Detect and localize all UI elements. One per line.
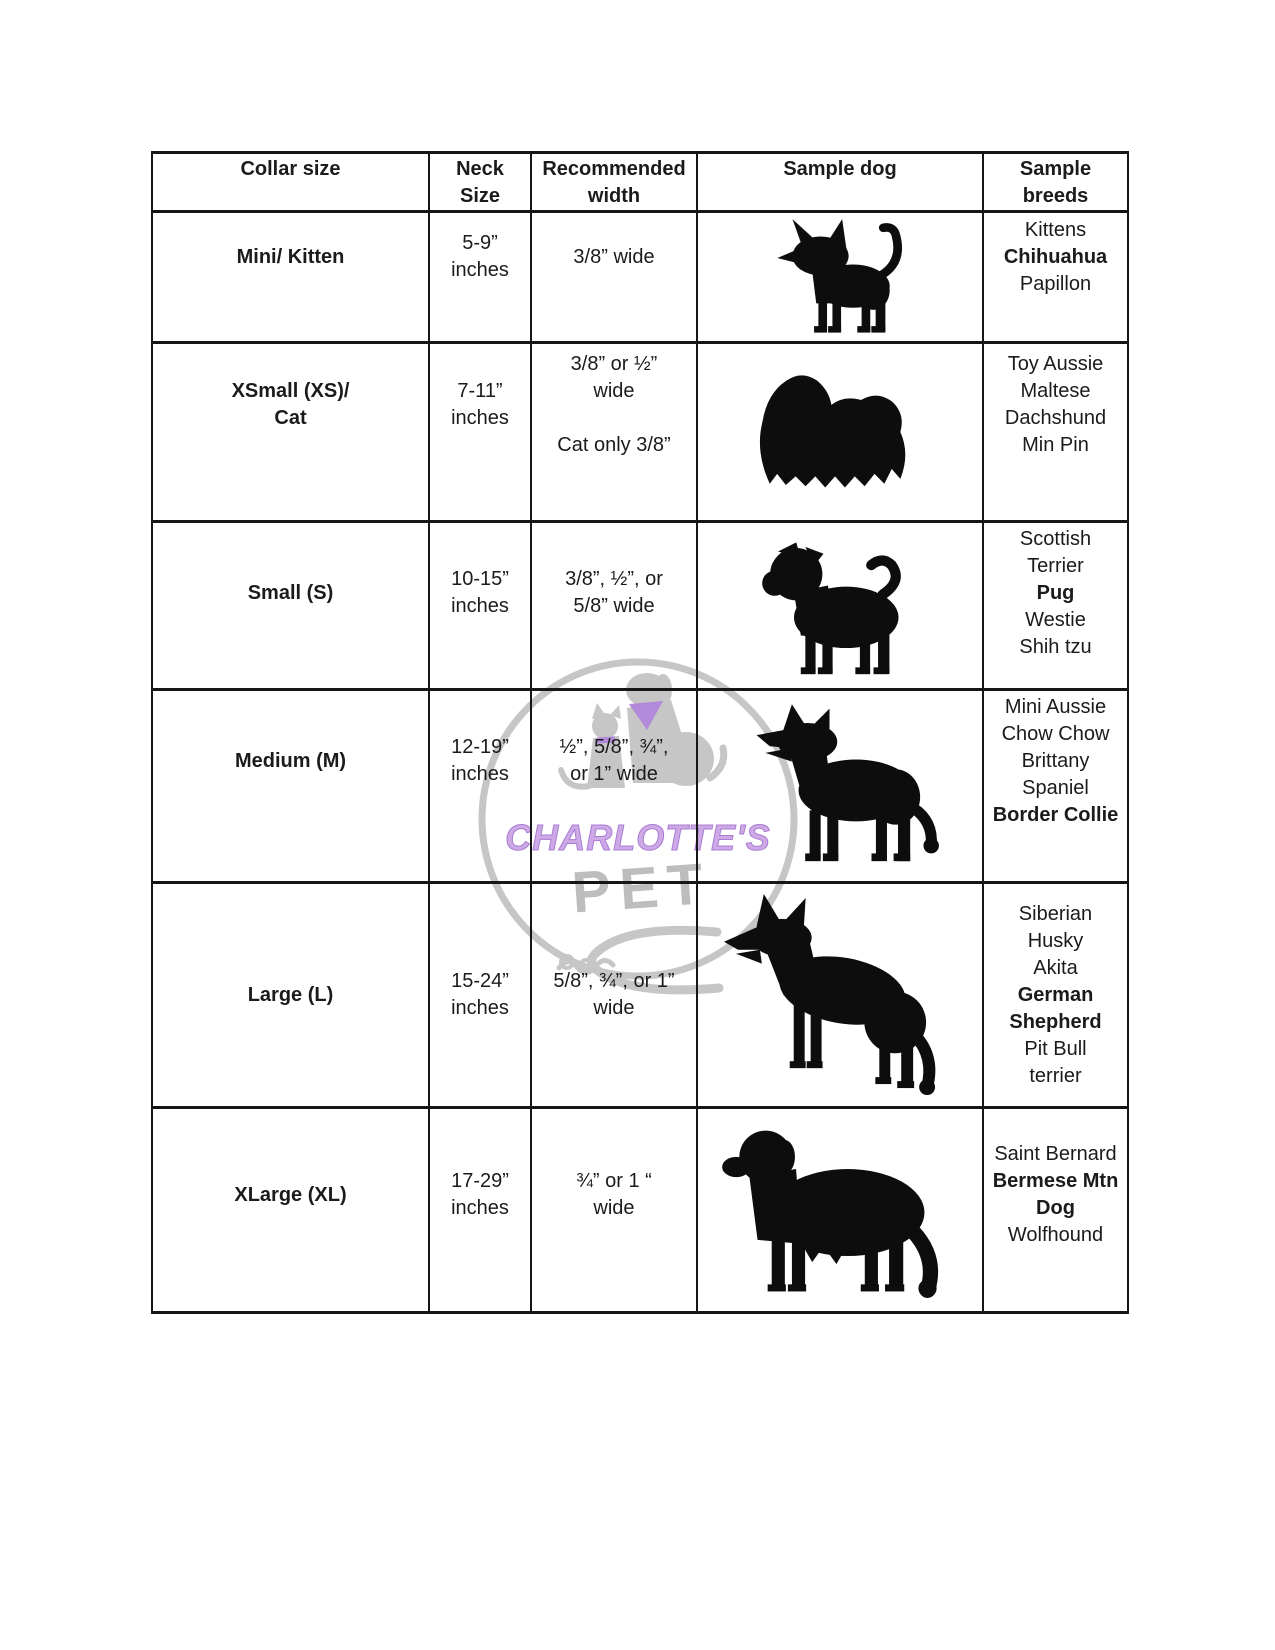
- text-line: Chihuahua: [1003, 245, 1108, 268]
- text-line: Mini/ Kitten: [236, 245, 345, 268]
- text-line: wide: [593, 379, 635, 402]
- text-line: XSmall (XS)/: [231, 379, 350, 402]
- text-line: 3/8”, ½”, or: [565, 568, 663, 590]
- neck-size-cell: [429, 522, 531, 690]
- collar-size-cell: [152, 690, 429, 883]
- collar-size-cell: [152, 883, 429, 1108]
- table-row: [152, 883, 1128, 1108]
- text-line: wide: [593, 997, 635, 1019]
- text-line: Toy Aussie: [1007, 352, 1104, 375]
- text-line: 17-29”: [451, 1170, 509, 1192]
- text-line: 5/8” wide: [573, 595, 655, 617]
- sample-dog-cell: [697, 1108, 983, 1313]
- text-line: Size: [459, 185, 501, 207]
- column-header: [983, 153, 1128, 212]
- text-line: 3/8” wide: [573, 245, 655, 268]
- text-line: Westie: [1025, 608, 1086, 631]
- table-row: [152, 343, 1128, 522]
- text-line: inches: [451, 259, 509, 281]
- german-shepherd-silhouette-icon: [704, 888, 976, 1102]
- collar-size-chart-table: [151, 151, 1129, 1314]
- text-line: Cat: [274, 406, 307, 429]
- text-line: 3/8” or ½”: [570, 352, 658, 375]
- collar-size-cell: [152, 343, 429, 522]
- recommended-width-cell: [531, 522, 697, 690]
- sample-breeds-cell: [983, 690, 1128, 883]
- neck-size-cell: [429, 343, 531, 522]
- table-row: [152, 1108, 1128, 1313]
- text-line: 10-15”: [451, 568, 509, 590]
- text-line: [532, 405, 696, 432]
- text-line: Medium (M): [234, 749, 347, 772]
- text-line: Papillon: [1019, 272, 1092, 295]
- recommended-width-cell: [531, 212, 697, 343]
- text-line: ¾” or 1 “: [576, 1170, 652, 1192]
- text-line: German: [1017, 983, 1094, 1006]
- text-line: Shih tzu: [1019, 635, 1092, 658]
- sample-breeds-cell: [983, 1108, 1128, 1313]
- text-line: Pit Bull: [1024, 1037, 1087, 1060]
- table-row: [152, 212, 1128, 343]
- text-line: Min Pin: [1022, 433, 1089, 456]
- neck-size-cell: [429, 690, 531, 883]
- recommended-width-cell: [531, 343, 697, 522]
- sample-breeds-cell: [983, 343, 1128, 522]
- table-body: [152, 212, 1128, 1313]
- neck-size-cell: [429, 1108, 531, 1313]
- maltese-silhouette-icon: [746, 363, 934, 501]
- text-line: Spaniel: [1022, 776, 1089, 799]
- text-line: Terrier: [1027, 554, 1084, 577]
- text-line: Dachshund: [1004, 406, 1107, 429]
- sample-breeds-cell: [983, 883, 1128, 1108]
- header-row: [152, 153, 1128, 212]
- text-line: inches: [451, 406, 509, 429]
- logo-title-text: CHARLOTTE'S: [505, 817, 771, 858]
- text-line: Chow Chow: [1001, 722, 1110, 745]
- column-header: [152, 153, 429, 212]
- text-line: Brittany: [1021, 749, 1090, 772]
- text-line: width: [587, 185, 641, 207]
- neck-size-cell: [429, 212, 531, 343]
- sample-dog-cell: [697, 522, 983, 690]
- text-line: Sample: [1019, 158, 1092, 180]
- sample-dog-cell: [697, 883, 983, 1108]
- text-line: Sample dog: [783, 158, 897, 180]
- text-line: ½”, 5/8”, ¾”,: [559, 736, 669, 758]
- table-row: [152, 522, 1128, 690]
- text-line: inches: [451, 1197, 509, 1219]
- sample-dog-cell: [697, 343, 983, 522]
- text-line: Bermese Mtn: [992, 1170, 1119, 1192]
- sample-dog-cell: [697, 212, 983, 343]
- text-line: Maltese: [1020, 379, 1091, 402]
- text-line: Neck: [456, 158, 504, 180]
- text-line: Small (S): [247, 581, 334, 604]
- text-line: Pug: [1036, 581, 1075, 604]
- text-line: breeds: [1022, 185, 1089, 207]
- text-line: Mini Aussie: [1004, 695, 1107, 718]
- text-line: 12-19”: [451, 736, 509, 758]
- text-line: Large (L): [247, 983, 334, 1006]
- text-line: Collar size: [240, 158, 341, 180]
- text-line: inches: [451, 595, 509, 617]
- collar-size-cell: [152, 522, 429, 690]
- recommended-width-cell: [531, 883, 697, 1108]
- text-line: 5/8”, ¾”, or 1”: [553, 970, 675, 992]
- text-line: terrier: [1029, 1064, 1082, 1087]
- text-line: Wolfhound: [1007, 1224, 1104, 1246]
- collar-size-cell: [152, 1108, 429, 1313]
- text-line: inches: [451, 763, 509, 785]
- text-line: Border Collie: [992, 803, 1119, 826]
- text-line: 7-11”: [457, 379, 503, 402]
- text-line: Shepherd: [1009, 1010, 1102, 1033]
- bernese-mountain-dog-silhouette-icon: [711, 1114, 969, 1306]
- pug-silhouette-icon: [741, 531, 939, 681]
- neck-size-cell: [429, 883, 531, 1108]
- text-line: Recommended: [542, 158, 686, 180]
- table-row: [152, 690, 1128, 883]
- chihuahua-silhouette-icon: [754, 217, 926, 338]
- text-line: wide: [593, 1197, 635, 1219]
- text-line: Husky: [1027, 929, 1084, 952]
- sample-dog-cell: [697, 690, 983, 883]
- text-line: Akita: [1033, 956, 1078, 979]
- recommended-width-cell: [531, 690, 697, 883]
- cattle-dog-silhouette-icon: [721, 702, 959, 870]
- text-line: Saint Bernard: [994, 1143, 1117, 1165]
- text-line: or 1” wide: [570, 763, 658, 785]
- column-header: [429, 153, 531, 212]
- column-header: [697, 153, 983, 212]
- logo-subtitle-text: PET: [569, 850, 714, 926]
- collar-size-cell: [152, 212, 429, 343]
- text-line: Dog: [1036, 1197, 1075, 1219]
- sample-breeds-cell: [983, 212, 1128, 343]
- recommended-width-cell: [531, 1108, 697, 1313]
- text-line: 5-9”: [462, 232, 498, 254]
- text-line: 15-24”: [451, 970, 509, 992]
- text-line: XLarge (XL): [234, 1183, 347, 1206]
- column-header: [531, 153, 697, 212]
- text-line: Kittens: [1024, 218, 1087, 241]
- text-line: Cat only 3/8”: [557, 433, 671, 456]
- text-line: Scottish: [1019, 527, 1092, 550]
- text-line: inches: [451, 997, 509, 1019]
- text-line: Siberian: [1018, 902, 1093, 925]
- sample-breeds-cell: [983, 522, 1128, 690]
